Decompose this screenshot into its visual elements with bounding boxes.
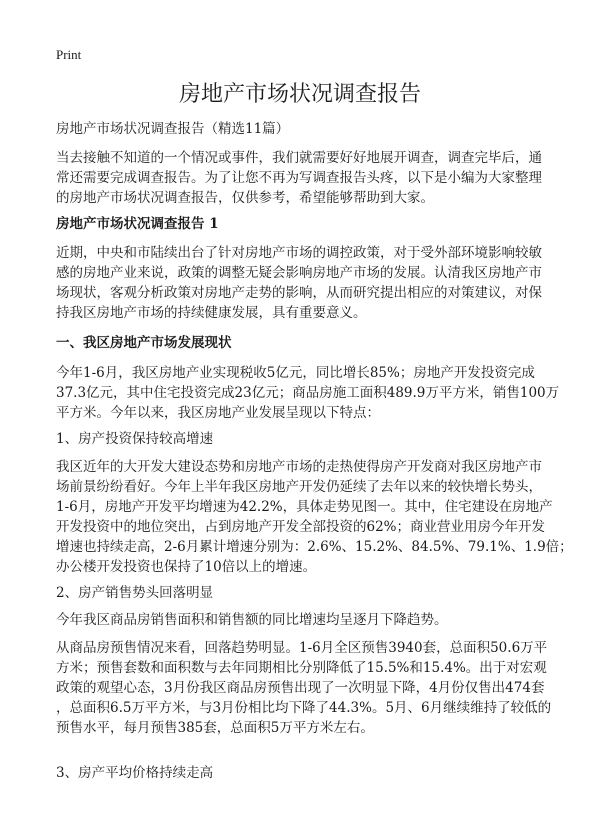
page-title: 房地产市场状况调查报告 (178, 82, 421, 107)
text-line: 今年1-6月，我区房地产业实现税收5亿元，同比增长85%；房地产开发投资完成 (56, 365, 535, 381)
text-line: 方米；预售套数和面积数与去年同期相比分别降低了15.5%和15.4%。出于对宏观 (56, 660, 547, 676)
paragraph-2 (56, 363, 560, 423)
subheading-3: 3、房产平均价格持续走高 (56, 765, 214, 781)
text-line: 持我区房地产市场的持续健康发展，具有重要意义。 (56, 305, 367, 321)
section-heading: 房地产市场状况调查报告 1 (56, 216, 219, 232)
subtitle: 房地产市场状况调查报告（精选11篇） (56, 121, 290, 137)
text-line: 场现状，客观分析政策对房地产走势的影响，从而研究提出相应的对策建议，对保 (56, 285, 542, 301)
text-line: 增速也持续走高，2-6月累计增速分别为：2.6%、15.2%、84.5%、79.1%、1.9倍； (56, 539, 573, 555)
text-line: 37.3亿元，其中住宅投资完成23亿元；商品房施工面积489.9万平方米，销售100万 (56, 385, 560, 401)
paragraph-3 (56, 457, 573, 577)
paragraph-5 (56, 638, 556, 738)
text-line: ，总面积6.5万平方米，与3月份相比均下降了44.3%。5月、6月继续维持了较低的 (56, 700, 552, 716)
text-line: 1-6月，房地产开发平均增速为42.2%，具体走势见图一。其中，住宅建设在房地产 (56, 499, 553, 515)
text-line: 办公楼开发投资也保持了10倍以上的增速。 (56, 559, 317, 575)
text-line: 开发投资中的地位突出，占到房地产开发全部投资的62%；商业营业用房今年开发 (56, 519, 546, 535)
text-line: 当去接触不知道的一个情况或事件，我们就需要好好地展开调查，调查完毕后，通 (56, 150, 542, 166)
part-heading: 一、我区房地产市场发展现状 (56, 335, 232, 351)
subheading-1: 1、房产投资保持较高增速 (56, 431, 214, 447)
text-line: 我区近年的大开发大建设态势和房地产市场的走热使得房产开发商对我区房地产市 (56, 459, 542, 475)
paragraph-1 (56, 243, 556, 323)
paragraph-4 (56, 610, 556, 630)
text-line: 政策的观望心态，3月份我区商品房预售出现了一次明显下降，4月份仅售出474套 (56, 680, 545, 696)
text-line: 场前景纷纷看好。今年上半年我区房地产开发仍延续了去年以来的较快增长势头， (56, 479, 542, 495)
text-line: 的房地产市场状况调查报告，仅供参考，希望能够帮助到大家。 (56, 190, 434, 206)
text-line: 近期，中央和市陆续出台了针对房地产市场的调控政策，对于受外部环境影响较敏 (56, 245, 542, 261)
text-line: 平方米。今年以来，我区房地产业发展呈现以下特点： (56, 405, 380, 421)
intro-paragraph (56, 148, 556, 208)
text-line: 从商品房预售情况来看，回落趋势明显。1-6月全区预售3940套，总面积50.6万平 (56, 640, 548, 656)
text-line: 今年我区商品房销售面积和销售额的同比增速均呈逐月下降趋势。 (56, 612, 448, 628)
text-line: 常还需要完成调查报告。为了让您不再为写调查报告头疼，以下是小编为大家整理 (56, 170, 542, 186)
subheading-2: 2、房产销售势头回落明显 (56, 585, 214, 601)
text-line: 预售水平，每月预售385套，总面积5万平方米左右。 (56, 720, 374, 736)
print-link[interactable]: Print (56, 47, 82, 62)
text-line: 感的房地产业来说，政策的调整无疑会影响房地产市场的发展。认清我区房地产市 (56, 265, 542, 281)
